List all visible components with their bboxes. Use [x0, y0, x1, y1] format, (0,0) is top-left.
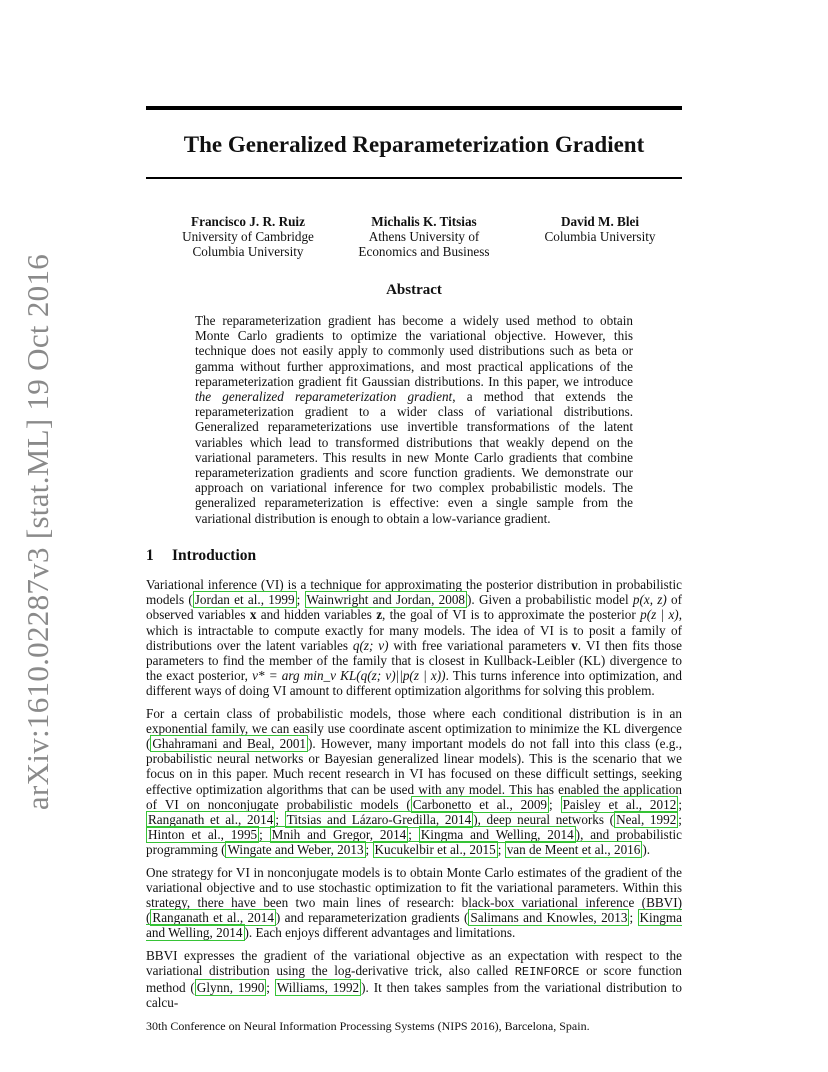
author-name: David M. Blei	[560, 214, 640, 229]
abstract-emphasis: the generalized reparameterization gradient	[195, 389, 453, 405]
citation-link[interactable]: Ranganath et al., 2014	[152, 910, 274, 926]
section-number: 1	[146, 547, 154, 564]
author-block	[146, 214, 682, 264]
author-affiliation: Athens University of	[368, 229, 480, 244]
arxiv-identifier-stamp	[8, 253, 68, 811]
citation-link[interactable]: Carbonetto et al., 2009	[412, 796, 548, 812]
citation-link[interactable]: Ghahramani and Beal, 2001	[152, 736, 307, 752]
author-ruiz	[158, 214, 338, 259]
citation-link[interactable]: Wingate and Weber, 2013	[227, 842, 364, 858]
citation-link[interactable]: Kucukelbir et al., 2015	[374, 842, 496, 858]
citation-link[interactable]: Hinton et al., 1995	[148, 827, 258, 843]
author-affiliation: Columbia University	[192, 244, 304, 259]
author-titsias	[334, 214, 514, 259]
section-title: Introduction	[172, 547, 257, 564]
author-affiliation: University of Cambridge	[182, 229, 314, 244]
author-name: Francisco J. R. Ruiz	[191, 214, 305, 229]
section-heading-introduction	[146, 547, 256, 565]
citation-link[interactable]: Ranganath et al., 2014	[148, 812, 274, 828]
citation-link[interactable]: Neal, 1992	[616, 812, 677, 828]
arxiv-stamp-text: arXiv:1610.02287v3 [stat.ML] 19 Oct 2016	[20, 253, 55, 811]
title-bottom-rule	[146, 177, 682, 179]
citation-link[interactable]: Paisley et al., 2012	[562, 796, 677, 812]
author-blei	[510, 214, 690, 244]
title-top-rule	[146, 106, 682, 110]
citation-link[interactable]: Kingma and Welling, 2014	[420, 827, 574, 843]
paragraph: For a certain class of probabilistic models, those where each conditional distribution is in an exponential family, we can easily use coordinate ascent optimization to minimize the KL divergence ( Ghahramani and Beal, 2001 ). However, many important models do not fall into this class (e.g., probabilistic neural networks or Bayesian generalized linear models). This is the scenario that we focus on in this paper. Much recent research in VI has focused on these difficult settings, seeking effective optimization algorithms that can be used with any model. This has enabled the application of VI on nonconjugate probabilistic models ( Carbonetto et al., 2009 ; Paisley et al., 2012 ; Ranganath et al., 2014 ; Titsias and Lázaro-Gredilla, 2014 ), deep neural networks ( Neal, 1992 ; Hinton et al., 1995 ; Mnih and Gregor, 2014 ; Kingma and Welling, 2014 ), and probabilistic programming ( Wingate and Weber, 2013 ; Kucukelbir et al., 2015 ; van de Meent et al., 2016 ).	[146, 705, 682, 858]
citation-link[interactable]: Titsias and Lázaro-Gredilla, 2014	[286, 812, 472, 828]
paragraph: BBVI expresses the gradient of the variational objective as an expectation with respect to the variational distribution using the log-derivative trick, also called REINFORCE or score function method ( Glynn, 1990 ; Williams, 1992 ). It then takes samples from the variational distribution to calcu-	[146, 947, 683, 1011]
author-affiliation: Columbia University	[544, 229, 656, 244]
paragraph: Variational inference (VI) is a technique for approximating the posterior distribution in probabilistic models ( Jordan et al., 1999 ; Wainwright and Jordan, 2008 ). Given a probabilistic model p(x, z) of observed variables x and hidden variables z, the goal of VI is to approximate the posterior p(z | x), which is intractable to compute exactly for many models. The idea of VI is to posit a family of distributions over the latent variables q(z; v) with free variational parameters v. VI then fits those parameters to find the member of the family that is closest in Kullback-Leibler (KL) divergence to the exact posterior, v* = arg min_v KL(q(z; v)||p(z | x)). This turns inference into optimization, and different ways of doing VI amount to different optimization algorithms for solving this problem.	[146, 577, 682, 699]
abstract-text: The reparameterization gradient has become a widely used method to obtain Monte Carlo gradients to optimize the variational objective. However, this technique does not easily apply to commonly used distributions such as beta or gamma without further approximations, and most practical applications of the reparameterization gradient fit Gaussian distributions. In this paper, we introduce the generalized reparameterization gradient, a method that extends the reparameterization gradient to a wider class of variational distributions. Generalized reparameterizations use invertible transformations of the latent variables which lead to transformed distributions that weakly depend on the variational parameters. This results in new Monte Carlo gradients that combine reparameterization gradients and score function gradients. We demonstrate our approach on variational inference for two complex probabilistic models. The generalized reparameterization is effective: even a single sample from the variational distribution is enough to obtain a low-variance gradient.	[195, 313, 633, 526]
introduction-body	[146, 577, 682, 1017]
paper-title: The Generalized Reparameterization Gradient	[183, 132, 645, 157]
conference-footnote: 30th Conference on Neural Information Processing Systems (NIPS 2016), Barcelona, Spain.	[146, 1019, 590, 1033]
citation-link[interactable]: Williams, 1992	[276, 980, 360, 996]
paragraph: One strategy for VI in nonconjugate models is to obtain Monte Carlo estimates of the gradient of the variational objective and to use stochastic optimization to fit the variational parameters. Within this strategy, there have been two main lines of research: black-box variational inference (BBVI) ( Ranganath et al., 2014 ) and reparameterization gradients ( Salimans and Knowles, 2013 ; Kingma and Welling, 2014 ). Each enjoys different advantages and limitations.	[146, 864, 683, 941]
citation-link[interactable]: Jordan et al., 1999	[194, 592, 295, 608]
author-name: Michalis K. Titsias	[371, 214, 477, 229]
citation-link[interactable]: Glynn, 1990	[196, 980, 265, 996]
citation-link[interactable]: van de Meent et al., 2016	[506, 842, 641, 858]
citation-link[interactable]: Wainwright and Jordan, 2008	[306, 592, 466, 608]
citation-link[interactable]: Kingma and Welling, 2014	[146, 910, 683, 941]
abstract-heading: Abstract	[386, 282, 442, 298]
author-affiliation: Economics and Business	[358, 244, 490, 259]
citation-link[interactable]: Mnih and Gregor, 2014	[271, 827, 407, 843]
citation-link[interactable]: Salimans and Knowles, 2013	[470, 910, 628, 926]
